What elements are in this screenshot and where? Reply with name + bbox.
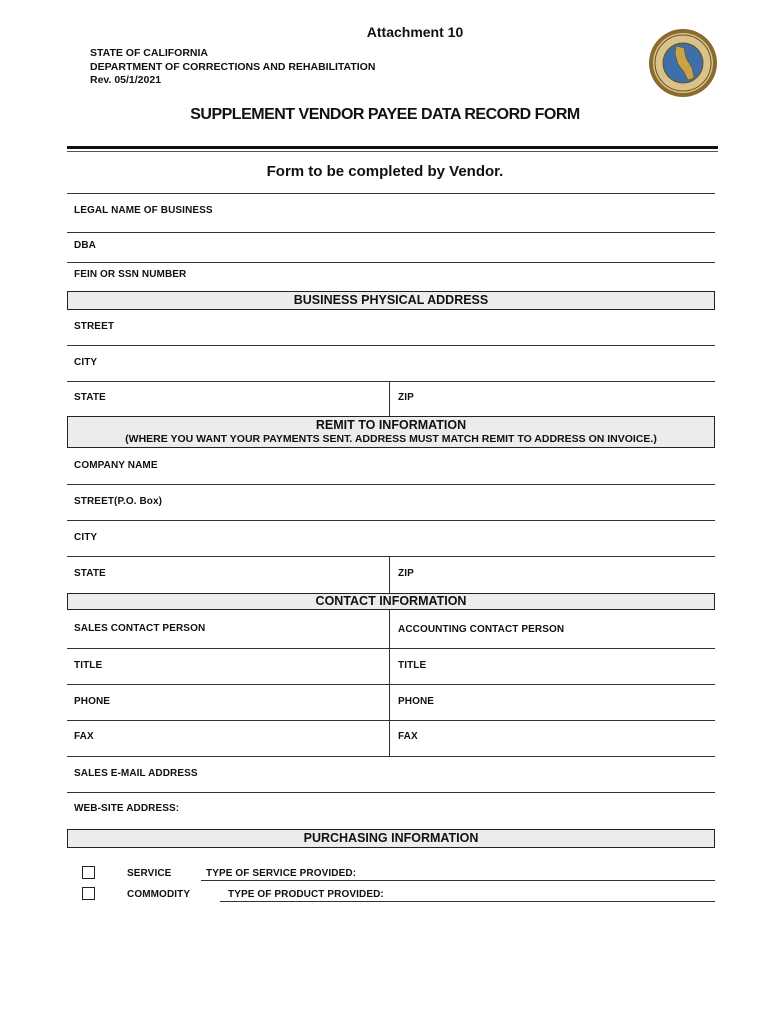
city-label: CITY bbox=[74, 357, 98, 368]
phone-field[interactable] bbox=[67, 720, 715, 721]
accounting-phone-label: PHONE bbox=[398, 696, 435, 707]
remit-heading: REMIT TO INFORMATION bbox=[315, 418, 467, 432]
state-label: STATE bbox=[74, 392, 106, 403]
product-type-field[interactable] bbox=[220, 901, 715, 902]
accounting-title-label: TITLE bbox=[398, 660, 427, 671]
commodity-label: COMMODITY bbox=[127, 889, 191, 900]
sales-email-field[interactable] bbox=[67, 792, 715, 793]
product-type-label: TYPE OF PRODUCT PROVIDED: bbox=[228, 889, 384, 900]
agency-header bbox=[90, 47, 375, 88]
contact-person-field[interactable] bbox=[67, 648, 715, 649]
purchasing-banner bbox=[67, 829, 715, 848]
remit-note: (WHERE YOU WANT YOUR PAYMENTS SENT. ADDRESS MUST MATCH REMIT TO ADDRESS ON INVOICE.) bbox=[125, 433, 657, 445]
form-title: SUPPLEMENT VENDOR PAYEE DATA RECORD FORM bbox=[190, 106, 580, 123]
attachment-label: Attachment 10 bbox=[366, 24, 464, 40]
remit-state-zip-divider bbox=[389, 556, 390, 593]
accounting-contact-label: ACCOUNTING CONTACT PERSON bbox=[398, 624, 565, 635]
sales-contact-label: SALES CONTACT PERSON bbox=[74, 623, 206, 634]
contact-heading: CONTACT INFORMATION bbox=[315, 594, 467, 608]
accounting-fax-label: FAX bbox=[398, 731, 418, 742]
dba-label: DBA bbox=[74, 240, 96, 251]
physical-address-heading: BUSINESS PHYSICAL ADDRESS bbox=[293, 293, 489, 307]
fein-label: FEIN OR SSN NUMBER bbox=[74, 269, 187, 280]
sales-email-label: SALES E-MAIL ADDRESS bbox=[74, 768, 198, 779]
sales-fax-label: FAX bbox=[74, 731, 94, 742]
street-label: STREET bbox=[74, 321, 115, 332]
physical-address-banner bbox=[67, 291, 715, 310]
department-seal-icon bbox=[648, 28, 718, 98]
sales-title-label: TITLE bbox=[74, 660, 103, 671]
dba-field[interactable] bbox=[67, 262, 715, 263]
divider bbox=[67, 193, 715, 194]
remit-city-field[interactable] bbox=[67, 556, 715, 557]
form-subtitle: Form to be completed by Vendor. bbox=[266, 163, 504, 180]
company-name-field[interactable] bbox=[67, 484, 715, 485]
sales-phone-label: PHONE bbox=[74, 696, 111, 707]
title-divider-thin bbox=[67, 151, 718, 152]
street-field[interactable] bbox=[67, 345, 715, 346]
fax-field[interactable] bbox=[67, 756, 715, 757]
legal-name-field[interactable] bbox=[67, 232, 715, 233]
remit-zip-label: ZIP bbox=[398, 568, 414, 579]
service-type-label: TYPE OF SERVICE PROVIDED: bbox=[206, 868, 357, 879]
title-divider bbox=[67, 146, 718, 149]
company-name-label: COMPANY NAME bbox=[74, 460, 158, 471]
zip-label: ZIP bbox=[398, 392, 414, 403]
service-label: SERVICE bbox=[127, 868, 172, 879]
title-field[interactable] bbox=[67, 684, 715, 685]
agency-line-revision: Rev. 05/1/2021 bbox=[90, 74, 162, 86]
legal-name-label: LEGAL NAME OF BUSINESS bbox=[74, 205, 213, 216]
remit-state-label: STATE bbox=[74, 568, 106, 579]
website-label: WEB-SITE ADDRESS: bbox=[74, 803, 180, 814]
service-checkbox[interactable] bbox=[82, 866, 95, 879]
agency-line-department: DEPARTMENT OF CORRECTIONS AND REHABILITATION bbox=[90, 60, 376, 73]
remit-street-label: STREET(P.O. Box) bbox=[74, 496, 163, 507]
remit-banner bbox=[67, 416, 715, 448]
city-field[interactable] bbox=[67, 381, 715, 382]
remit-street-field[interactable] bbox=[67, 520, 715, 521]
agency-line-state: STATE OF CALIFORNIA bbox=[90, 47, 209, 59]
contact-column-divider bbox=[389, 609, 390, 756]
service-type-field[interactable] bbox=[201, 880, 715, 881]
remit-city-label: CITY bbox=[74, 532, 98, 543]
state-zip-divider bbox=[389, 381, 390, 416]
contact-banner bbox=[67, 593, 715, 610]
commodity-checkbox[interactable] bbox=[82, 887, 95, 900]
purchasing-heading: PURCHASING INFORMATION bbox=[303, 831, 479, 845]
